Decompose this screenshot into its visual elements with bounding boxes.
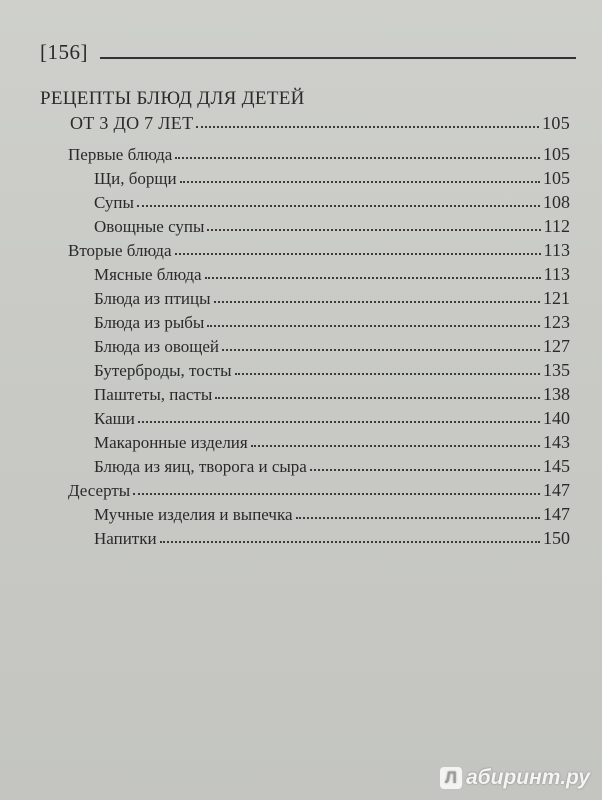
toc-entry	[0, 456, 602, 480]
toc-dot-leader	[251, 444, 540, 447]
toc-entry-label: Напитки	[94, 529, 157, 548]
toc-dot-leader	[138, 420, 540, 423]
toc-dot-leader	[296, 516, 540, 519]
watermark	[440, 766, 590, 790]
toc-entry-page: 140	[543, 408, 570, 428]
toc-entry-label: Щи, борщи	[94, 169, 177, 188]
toc-entry	[0, 432, 602, 456]
toc-dot-leader	[175, 156, 540, 159]
toc-dot-leader	[160, 540, 540, 543]
toc-entry	[0, 408, 602, 432]
toc-entry	[0, 288, 602, 312]
toc-entry	[0, 240, 602, 264]
toc-entry-label: Мясные блюда	[94, 265, 202, 284]
toc-entry	[0, 192, 602, 216]
toc-entry-label: Блюда из яиц, творога и сыра	[94, 457, 307, 476]
toc-entry-label: Блюда из овощей	[94, 337, 220, 356]
toc-entry	[0, 144, 602, 168]
toc-dot-leader	[180, 180, 540, 183]
header-rule	[100, 57, 576, 59]
toc-entry	[0, 480, 602, 504]
toc-entry-label: Мучные изделия и выпечка	[94, 505, 293, 524]
toc-entry-page: 105	[542, 113, 570, 133]
toc-entry	[0, 168, 602, 192]
watermark-text: абиринт.ру	[465, 766, 590, 789]
toc-dot-leader	[207, 324, 540, 327]
toc-entry-label: Макаронные изделия	[94, 433, 248, 452]
toc-entry-page: 105	[543, 168, 570, 188]
toc-entry	[0, 264, 602, 288]
toc-entry-page: 138	[543, 384, 570, 404]
toc-entry-page: 105	[543, 144, 570, 164]
toc-entry	[0, 216, 602, 240]
toc-entry-page: 112	[543, 216, 570, 236]
toc-entry-page: 143	[543, 432, 570, 452]
toc-entry-page: 108	[543, 192, 570, 212]
toc-entry	[0, 113, 602, 144]
toc-dot-leader	[310, 468, 540, 471]
toc-entry-label: Блюда из рыбы	[94, 313, 205, 332]
toc-dot-leader	[137, 204, 540, 207]
toc-dot-leader	[215, 396, 540, 399]
toc-entry-page: 145	[543, 456, 570, 476]
toc-entry-page: 135	[543, 360, 570, 380]
toc-entry-page: 147	[543, 480, 570, 500]
toc-entry-page: 123	[543, 312, 570, 332]
page-number: [156]	[40, 40, 88, 64]
table-of-contents	[0, 113, 602, 552]
toc-entry	[0, 360, 602, 384]
toc-entry-page: 113	[543, 240, 570, 260]
toc-entry	[0, 504, 602, 528]
toc-entry-page: 127	[543, 336, 570, 356]
toc-dot-leader	[235, 372, 540, 375]
toc-dot-leader	[196, 125, 539, 128]
toc-entry-label: ОТ 3 ДО 7 ЛЕТ	[70, 113, 194, 133]
toc-dot-leader	[133, 492, 540, 495]
toc-dot-leader	[207, 228, 540, 231]
toc-entry-label: Супы	[94, 193, 134, 212]
section-title: РЕЦЕПТЫ БЛЮД ДЛЯ ДЕТЕЙ	[40, 88, 305, 109]
toc-entry	[0, 528, 602, 552]
toc-entry-label: Паштеты, пасты	[94, 385, 213, 404]
toc-entry-label: Овощные супы	[94, 217, 205, 236]
toc-entry-page: 113	[543, 264, 570, 284]
toc-entry-label: Каши	[94, 409, 135, 428]
toc-entry-page: 121	[543, 288, 570, 308]
toc-entry-page: 150	[543, 528, 570, 548]
toc-entry-label: Первые блюда	[68, 145, 173, 164]
toc-entry-label: Блюда из птицы	[94, 289, 211, 308]
toc-entry-label: Бутерброды, тосты	[94, 361, 232, 380]
toc-entry	[0, 384, 602, 408]
toc-dot-leader	[205, 276, 541, 279]
toc-entry-label: Вторые блюда	[68, 241, 172, 260]
toc-entry	[0, 336, 602, 360]
labirint-logo-icon: Л	[440, 767, 462, 789]
toc-entry-label: Десерты	[68, 481, 131, 500]
toc-entry-page: 147	[543, 504, 570, 524]
toc-dot-leader	[222, 348, 540, 351]
toc-dot-leader	[175, 252, 541, 255]
toc-dot-leader	[214, 300, 540, 303]
toc-entry	[0, 312, 602, 336]
